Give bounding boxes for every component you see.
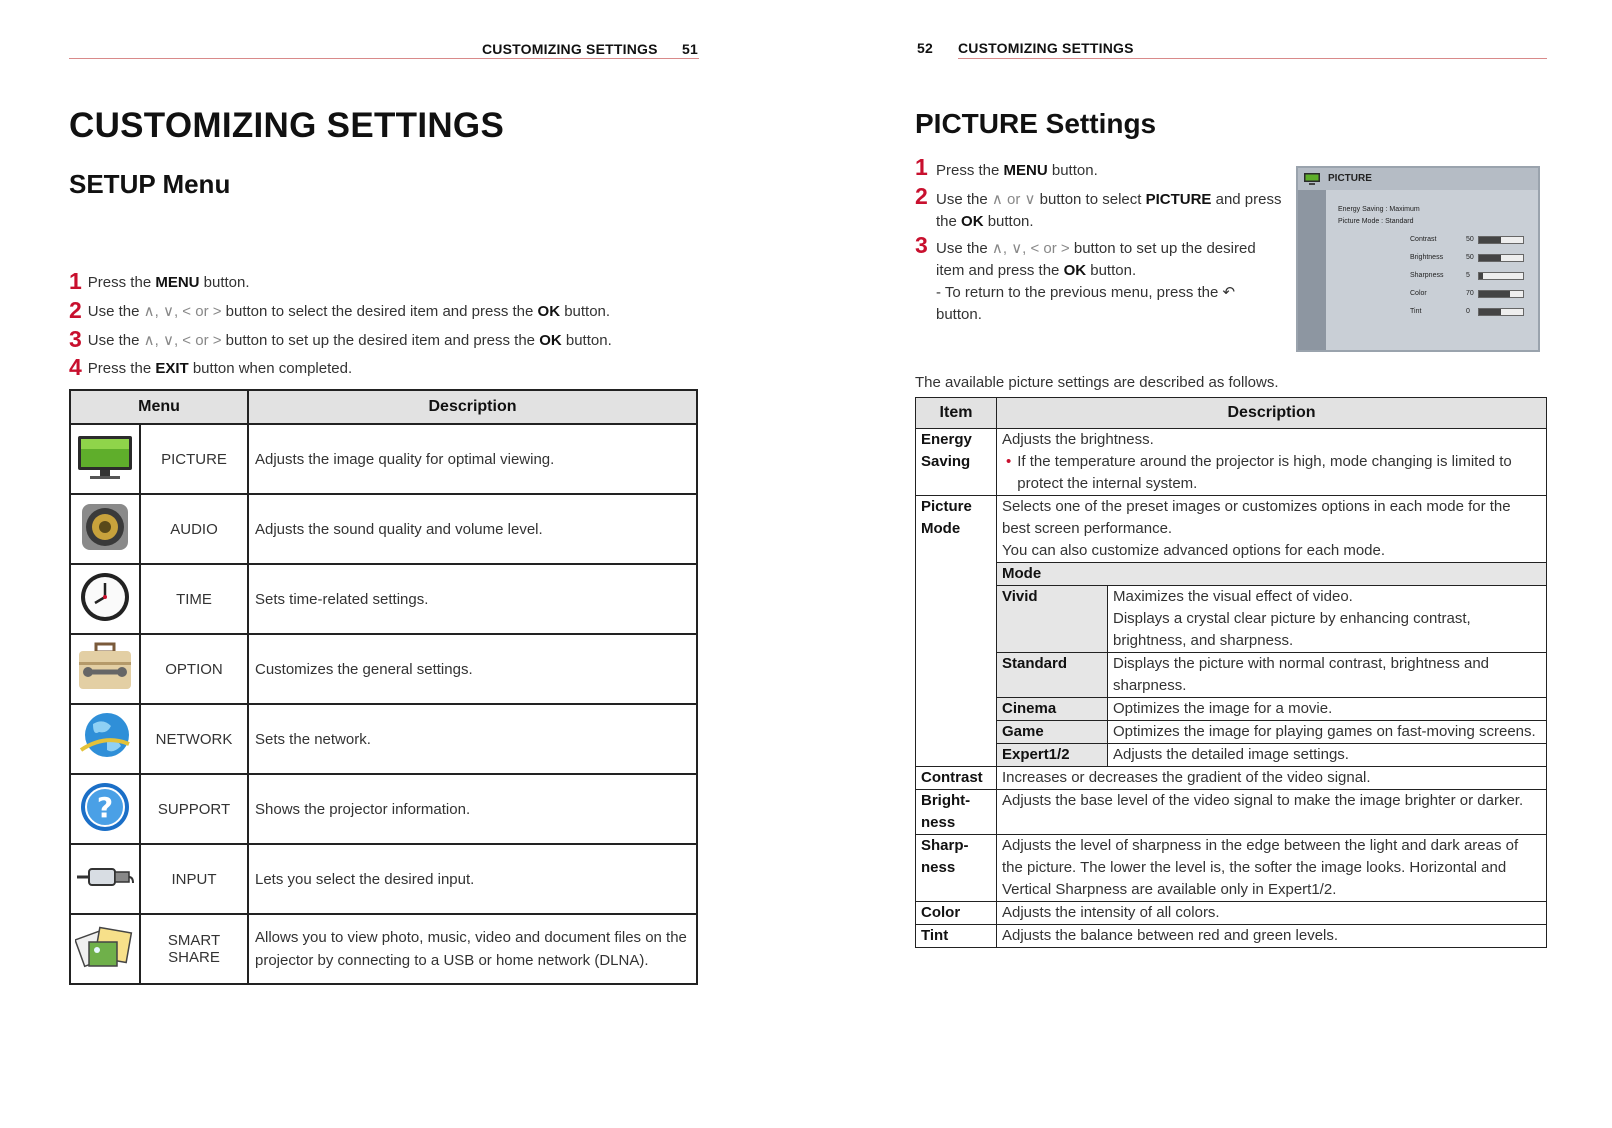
table-row <box>916 925 1547 948</box>
osd-gauge <box>1478 272 1524 280</box>
menu-name: PICTURE <box>140 424 248 494</box>
running-head: CUSTOMIZING SETTINGS <box>958 40 1134 56</box>
mode-row <box>916 653 1547 698</box>
item-name: Color <box>916 902 997 925</box>
table-row <box>916 790 1547 835</box>
step-2: 2 Use the ∧ or ∨ button to select PICTURE and press the OK button. <box>915 183 1282 230</box>
osd-title: PICTURE <box>1328 173 1372 184</box>
page-title: PICTURE Settings <box>915 108 1157 139</box>
osd-row: Tint <box>1410 308 1422 315</box>
item-name: Picture Mode <box>916 496 997 767</box>
item-name: Sharp-ness <box>916 835 997 902</box>
osd-value: 70 <box>1466 290 1474 297</box>
osd-value: 50 <box>1466 254 1474 261</box>
item-description: Adjusts the level of sharpness in the edge between the light and dark areas of the picture. The lower the level is, the softer the image looks. Horizontal and Vertical Sharpness are available only in Expert1/2. <box>997 835 1547 902</box>
mode-description: Displays a crystal clear picture by enhancing contrast, brightness, and sharpness. <box>1113 610 1471 649</box>
running-head: CUSTOMIZING SETTINGS <box>482 41 658 57</box>
mode-row <box>916 721 1547 744</box>
step-2: 2 Use the ∧, ∨, < or > button to select the desired item and press the OK button. <box>69 297 611 323</box>
speaker-icon <box>78 500 132 554</box>
page-title: CUSTOMIZING SETTINGS <box>69 106 505 145</box>
menu-name: SUPPORT <box>140 774 248 844</box>
osd-row: Color <box>1410 290 1427 297</box>
step-3-note: - To return to the previous menu, press the ↶ button. <box>936 284 1236 323</box>
osd-row: Contrast <box>1410 236 1437 243</box>
osd-gauge <box>1478 254 1524 262</box>
mode-description: Displays the picture with normal contrast, brightness and sharpness. <box>1108 653 1547 698</box>
section-title: SETUP Menu <box>69 169 231 199</box>
osd-row: Picture Mode : Standard <box>1338 218 1414 225</box>
column-header-description: Description <box>248 390 697 424</box>
svg-text:?: ? <box>96 791 114 824</box>
osd-gauge <box>1478 236 1524 244</box>
mode-row <box>916 698 1547 721</box>
question-icon <box>78 780 132 834</box>
header-rule <box>958 58 1547 59</box>
item-note: If the temperature around the projector is high, mode changing is limited to protect the internal system. <box>1017 453 1512 492</box>
table-row <box>70 704 697 774</box>
item-description: Increases or decreases the gradient of the video signal. <box>997 767 1547 790</box>
osd-row: Sharpness <box>1410 272 1444 279</box>
item-description: You can also customize advanced options for each mode. <box>1002 542 1386 559</box>
osd-value: 5 <box>1466 272 1470 279</box>
mode-description: Maximizes the visual effect of video. <box>1113 588 1353 605</box>
menu-name: TIME <box>140 564 248 634</box>
menu-name: INPUT <box>140 844 248 914</box>
menu-description: Lets you select the desired input. <box>248 844 697 914</box>
monitor-icon <box>1304 173 1320 185</box>
picture-settings-table <box>915 397 1547 948</box>
item-description: Adjusts the base level of the video signal to make the image brighter or darker. <box>997 790 1547 835</box>
menu-description: Adjusts the sound quality and volume level. <box>248 494 697 564</box>
osd-gauge <box>1478 290 1524 298</box>
item-description: Selects one of the preset images or customizes options in each mode for the best screen performance. <box>1002 498 1511 537</box>
mode-row <box>916 586 1547 653</box>
step-1: 1 Press the MENU button. <box>915 154 1098 180</box>
table-row <box>70 634 697 704</box>
mode-row <box>916 744 1547 767</box>
menu-description: Customizes the general settings. <box>248 634 697 704</box>
page-number: 51 <box>682 41 698 57</box>
menu-name: SMART SHARE <box>140 914 248 984</box>
table-row <box>916 429 1547 496</box>
table-row <box>70 844 697 914</box>
page-number: 52 <box>917 40 933 56</box>
osd-row: Brightness <box>1410 254 1444 261</box>
mode-description: Optimizes the image for a movie. <box>1108 698 1547 721</box>
mode-name: Game <box>997 721 1108 744</box>
table-row <box>70 564 697 634</box>
item-description: Adjusts the brightness. <box>1002 431 1154 448</box>
mode-description: Adjusts the detailed image settings. <box>1108 744 1547 767</box>
column-header-menu: Menu <box>70 390 248 424</box>
mode-description: Optimizes the image for playing games on fast-moving screens. <box>1108 721 1547 744</box>
table-row <box>916 767 1547 790</box>
table-header-row <box>916 398 1547 429</box>
menu-description: Sets time-related settings. <box>248 564 697 634</box>
osd-row: Energy Saving : Maximum <box>1338 206 1420 213</box>
table-row <box>70 774 697 844</box>
intro-text: The available picture settings are described as follows. <box>915 374 1279 391</box>
table-row <box>916 496 1547 563</box>
picture-osd-screenshot <box>1296 166 1540 352</box>
step-1: 1 Press the MENU button. <box>69 268 250 294</box>
menu-name: OPTION <box>140 634 248 704</box>
mode-name: Expert1/2 <box>997 744 1108 767</box>
step-3: 3 Use the ∧, ∨, < or > button to set up the desired item and press the OK button. <box>69 326 612 352</box>
menu-name: AUDIO <box>140 494 248 564</box>
osd-value: 0 <box>1466 308 1470 315</box>
mode-name: Vivid <box>997 586 1108 653</box>
table-row <box>916 835 1547 902</box>
mode-name: Standard <box>997 653 1108 698</box>
table-row <box>70 424 697 494</box>
menu-description: Adjusts the image quality for optimal viewing. <box>248 424 697 494</box>
item-description: Adjusts the intensity of all colors. <box>997 902 1547 925</box>
osd-value: 50 <box>1466 236 1474 243</box>
step-3: 3 Use the ∧, ∨, < or > button to set up the desired item and press the OK button. - To return to the previous menu, press the ↶ button. <box>915 238 1285 326</box>
menu-name: NETWORK <box>140 704 248 774</box>
item-description: Adjusts the balance between red and green levels. <box>997 925 1547 948</box>
item-name: Tint <box>916 925 997 948</box>
toolbox-icon <box>76 640 134 694</box>
column-header-description: Description <box>997 398 1547 429</box>
menu-description: Shows the projector information. <box>248 774 697 844</box>
table-row <box>70 914 697 984</box>
osd-titlebar <box>1298 168 1538 190</box>
table-row <box>70 494 697 564</box>
mode-name: Cinema <box>997 698 1108 721</box>
globe-icon <box>77 710 133 764</box>
header-rule <box>69 58 699 59</box>
photos-icon <box>75 922 135 972</box>
item-name: Bright-ness <box>916 790 997 835</box>
clock-icon <box>78 570 132 624</box>
column-header-item: Item <box>916 398 997 429</box>
menu-description: Sets the network. <box>248 704 697 774</box>
monitor-icon <box>76 432 134 482</box>
osd-sidebar <box>1298 190 1326 350</box>
setup-menu-table <box>69 389 698 985</box>
osd-gauge <box>1478 308 1524 316</box>
item-name: Contrast <box>916 767 997 790</box>
menu-description: Allows you to view photo, music, video and document files on the projector by connecting to a USB or home network (DLNA). <box>248 914 697 984</box>
table-row <box>916 902 1547 925</box>
table-header-row <box>70 390 697 424</box>
cable-icon <box>75 857 135 897</box>
step-4: 4 Press the EXIT button when completed. <box>69 354 353 380</box>
item-name: Energy Saving <box>916 429 997 496</box>
table-row <box>916 563 1547 586</box>
bullet-icon: • <box>1006 453 1012 470</box>
mode-subheader: Mode <box>997 563 1547 586</box>
